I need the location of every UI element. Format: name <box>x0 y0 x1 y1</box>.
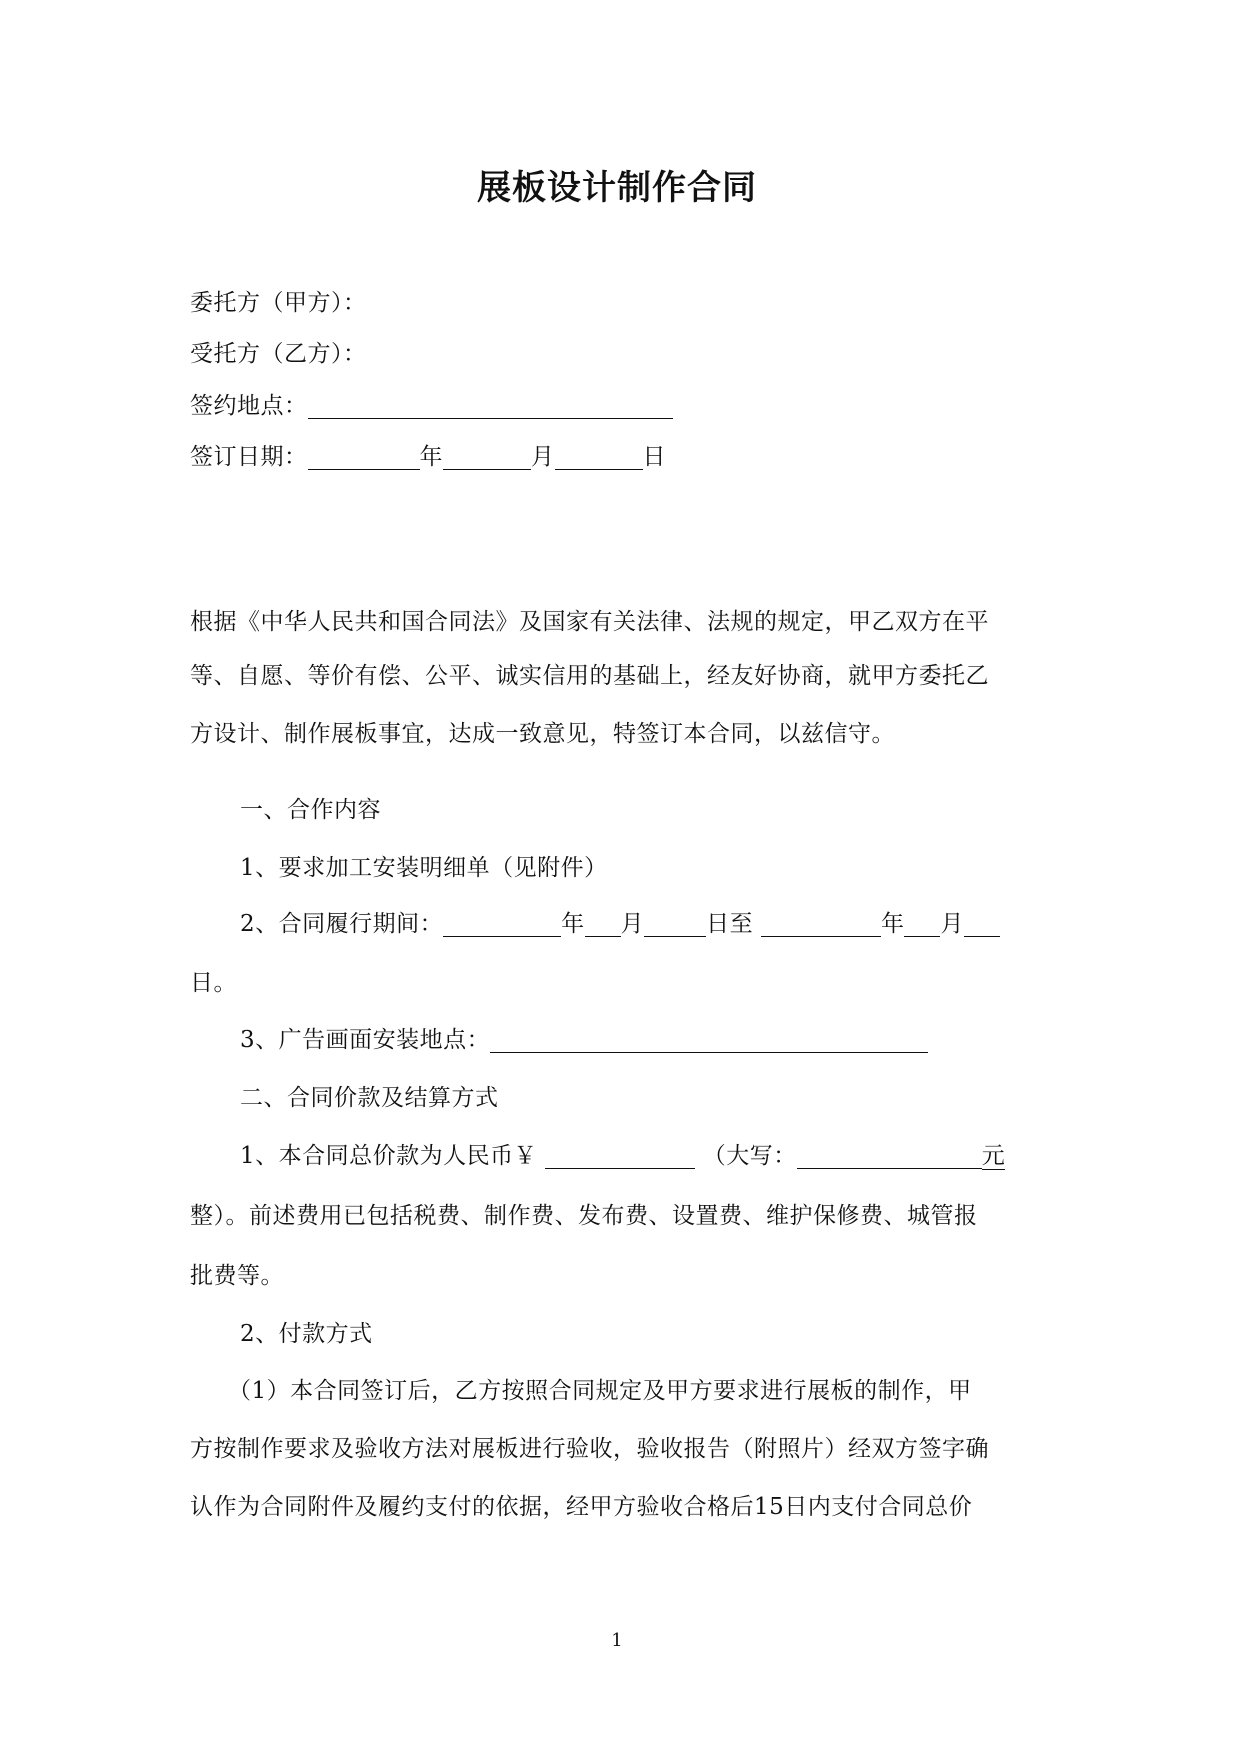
install-location-blank[interactable] <box>490 1026 928 1053</box>
payment-sub1-line3: 认作为合同附件及履约支付的依据，经甲方验收合格后15日内支付合同总价 <box>190 1494 973 1520</box>
contractor-line <box>190 338 367 370</box>
term-end-day-blank[interactable] <box>964 910 1000 937</box>
signing-place-label: 签约地点： <box>190 393 308 419</box>
section2-heading: 二、合同价款及结算方式 <box>240 1085 499 1111</box>
payment-sub1-line1: （1）本合同签订后，乙方按照合同规定及甲方要求进行展板的制作，甲 <box>228 1378 972 1404</box>
term-month-label: 月 <box>620 911 645 937</box>
page-number: 1 <box>611 1630 623 1651</box>
section1-heading: 一、合作内容 <box>240 797 381 823</box>
year-label: 年 <box>419 444 443 470</box>
preamble-line-2: 等、自愿、等价有偿、公平、诚实信用的基础上，经友好协商，就甲方委托乙 <box>190 663 989 689</box>
section2-item1-line2: 整）。前述费用已包括税费、制作费、发布费、设置费、维护保修费、城管报 <box>190 1203 978 1229</box>
signing-place-line <box>190 390 673 422</box>
section1-item2 <box>240 908 1000 940</box>
term-end-month-label: 月 <box>940 911 964 937</box>
upper-amount-blank[interactable] <box>797 1142 982 1169</box>
section1-item1: 1、要求加工安装明细单（见附件） <box>240 855 608 881</box>
term-start-day-blank[interactable] <box>644 910 706 937</box>
upper-amount-label: （大写： <box>702 1143 797 1169</box>
preamble-line-3: 方设计、制作展板事宜，达成一致意见，特签订本合同，以兹信守。 <box>190 721 895 747</box>
client-label: 委托方（甲方）： <box>190 290 367 316</box>
term-day-to-label: 日至 <box>706 911 754 937</box>
section2-item2: 2、付款方式 <box>240 1321 373 1347</box>
term-end-year-label: 年 <box>880 911 905 937</box>
contractor-label: 受托方（乙方）： <box>190 341 367 367</box>
payment-sub1-line2: 方按制作要求及验收方法对展板进行验收，验收报告（附照片）经双方签字确 <box>190 1436 989 1462</box>
section2-item1 <box>240 1140 1005 1172</box>
day-label: 日 <box>642 444 666 470</box>
total-price-blank[interactable] <box>545 1142 695 1169</box>
term-start-month-blank[interactable] <box>585 910 621 937</box>
section1-item3 <box>240 1024 928 1056</box>
month-label: 月 <box>531 444 555 470</box>
total-price-label: 1、本合同总价款为人民币￥ <box>240 1143 538 1169</box>
term-label: 2、合同履行期间： <box>240 911 444 937</box>
signing-day-blank[interactable] <box>555 443 643 470</box>
term-end-year-blank[interactable] <box>761 910 881 937</box>
signing-date-line <box>190 441 666 473</box>
term-start-year-blank[interactable] <box>443 910 561 937</box>
signing-date-label: 签订日期： <box>190 444 308 470</box>
section2-item1-line3: 批费等。 <box>190 1263 284 1289</box>
signing-month-blank[interactable] <box>443 443 531 470</box>
install-location-label: 3、广告画面安装地点： <box>240 1027 491 1053</box>
client-line <box>190 287 367 319</box>
preamble-line-1: 根据《中华人民共和国合同法》及国家有关法律、法规的规定，甲乙双方在平 <box>190 609 989 635</box>
signing-place-blank[interactable] <box>308 392 673 419</box>
section1-item2-end: 日。 <box>190 970 237 996</box>
term-year-label: 年 <box>561 911 585 937</box>
document-title: 展板设计制作合同 <box>477 168 757 208</box>
yuan-label: 元 <box>981 1143 1006 1169</box>
term-end-month-blank[interactable] <box>904 910 940 937</box>
signing-year-blank[interactable] <box>308 443 420 470</box>
